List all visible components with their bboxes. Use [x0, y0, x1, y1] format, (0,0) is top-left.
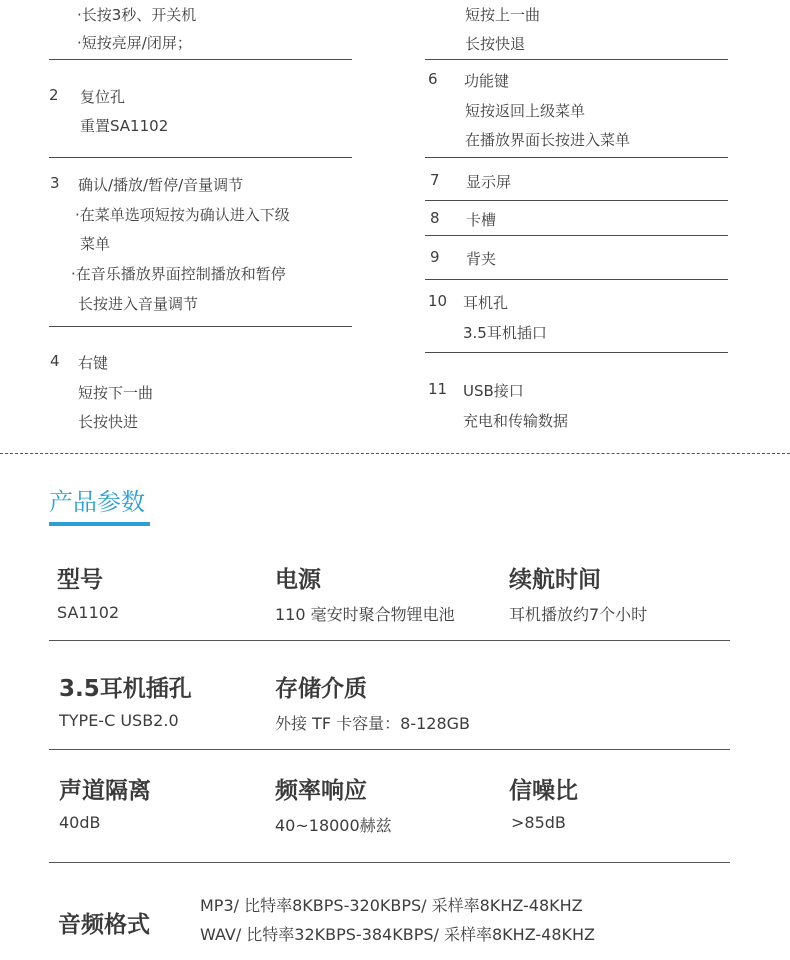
divider: [425, 352, 728, 353]
item6-line-2: 在播放界面长按进入菜单: [465, 131, 631, 149]
spec-label-battery-life: 续航时间: [509, 567, 601, 593]
item3-line-4: 长按进入音量调节: [78, 295, 199, 313]
spec-value-storage: 外接 TF 卡容量：8-128GB: [275, 714, 471, 733]
item9-title: 背夹: [466, 250, 497, 268]
spec-value-frequency-response: 40~18000赫兹: [275, 816, 392, 835]
item2-number: 2: [49, 86, 59, 104]
item9-number: 9: [430, 248, 440, 266]
item6-line-1: 短按返回上级菜单: [465, 102, 586, 120]
item8-number: 8: [430, 209, 440, 227]
spec-value-battery-life: 耳机播放约7个小时: [509, 605, 648, 624]
spec-label-headphone-jack: 3.5耳机插孔: [59, 676, 192, 702]
item4-line-2: 长按快进: [78, 413, 139, 431]
item6-title: 功能键: [464, 72, 510, 90]
spec-label-channel-separation: 声道隔离: [59, 778, 151, 804]
item3-line-3: ·在音乐播放界面控制播放和暂停: [71, 265, 286, 283]
item4-line-1: 短按下一曲: [78, 384, 154, 402]
divider: [425, 59, 728, 60]
divider: [49, 157, 352, 158]
item10-title: 耳机孔: [463, 294, 509, 312]
spec-value-channel-separation: 40dB: [59, 813, 101, 832]
divider: [49, 326, 352, 327]
item2-title: 复位孔: [80, 88, 126, 106]
spec-value-model: SA1102: [57, 603, 120, 622]
divider: [425, 279, 728, 280]
spec-divider: [49, 749, 730, 750]
item4-number: 4: [50, 352, 60, 370]
item3-number: 3: [50, 174, 60, 192]
item4-title: 右键: [78, 354, 109, 372]
item11-title: USB接口: [463, 382, 524, 400]
spec-label-power: 电源: [275, 567, 321, 593]
item7-title: 显示屏: [466, 173, 512, 191]
item10-number: 10: [428, 292, 448, 310]
item3-line-2: 菜单: [80, 235, 111, 253]
spec-value-snr: >85dB: [511, 813, 566, 832]
item3-line-1: ·在菜单选项短按为确认进入下级: [75, 206, 290, 224]
section-separator: [0, 453, 790, 454]
item7-number: 7: [430, 171, 440, 189]
item8-title: 卡槽: [466, 211, 497, 229]
spec-label-snr: 信噪比: [509, 778, 578, 804]
section-title-underline: [49, 522, 150, 526]
item2-desc: 重置SA1102: [80, 117, 169, 135]
spec-label-model: 型号: [57, 567, 103, 593]
section-title: 产品参数: [49, 488, 145, 516]
divider: [425, 235, 728, 236]
spec-value-audio-format-line-1: MP3/ 比特率8KBPS-320KBPS/ 采样率8KHZ-48KHZ: [200, 896, 583, 915]
spec-divider: [49, 862, 730, 863]
item5-line-1: 短按上一曲: [465, 6, 541, 24]
spec-value-headphone-jack: TYPE-C USB2.0: [59, 711, 179, 730]
divider: [49, 59, 352, 60]
item1-line-1: ·长按3秒、开关机: [77, 6, 197, 24]
spec-divider: [49, 640, 730, 641]
spec-value-power: 110 毫安时聚合物锂电池: [275, 605, 455, 624]
item5-line-2: 长按快退: [465, 35, 526, 53]
divider: [425, 200, 728, 201]
spec-value-audio-format-line-2: WAV/ 比特率32KBPS-384KBPS/ 采样率8KHZ-48KHZ: [200, 925, 595, 944]
item11-number: 11: [428, 380, 448, 398]
divider: [425, 157, 728, 158]
item11-desc: 充电和传输数据: [463, 412, 569, 430]
item6-number: 6: [428, 70, 438, 88]
spec-label-storage: 存储介质: [275, 676, 367, 702]
spec-label-frequency-response: 频率响应: [275, 778, 367, 804]
item10-desc: 3.5耳机插口: [463, 324, 547, 342]
spec-label-audio-format: 音频格式: [58, 912, 150, 938]
item3-title: 确认/播放/暂停/音量调节: [78, 176, 244, 194]
item1-line-2: ·短按亮屏/闭屏；: [77, 34, 192, 52]
